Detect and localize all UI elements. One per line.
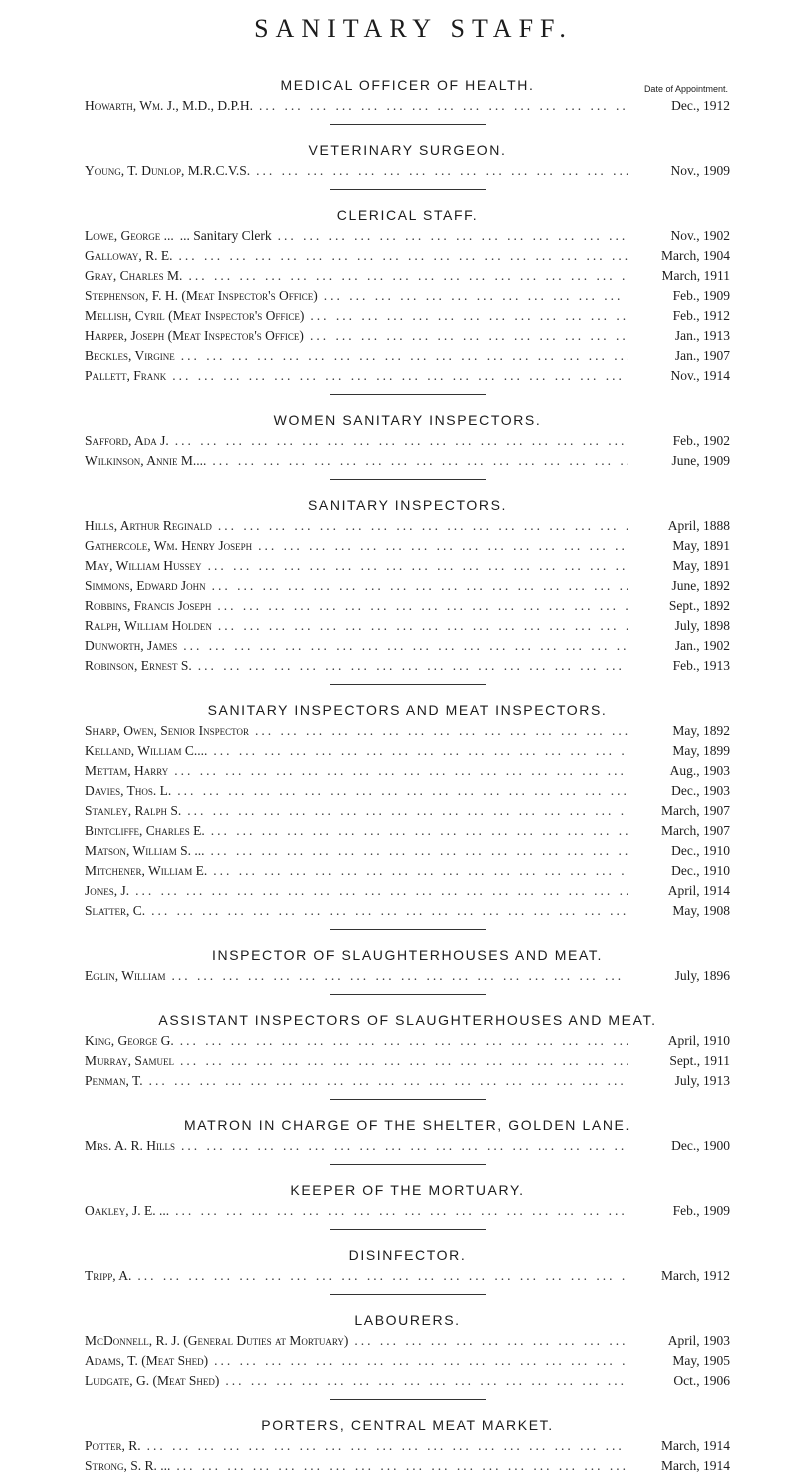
section-divider	[330, 1164, 486, 1165]
appointment-date: Dec., 1903	[671, 783, 730, 798]
section-divider	[330, 1294, 486, 1295]
staff-name: Slatter, C.	[85, 903, 146, 918]
staff-name: King, George G.	[85, 1033, 174, 1048]
dot-leader	[218, 616, 628, 636]
appointment-date: March, 1912	[661, 1268, 730, 1283]
staff-name: Kelland, William C....	[85, 743, 208, 758]
section-divider	[330, 1099, 486, 1100]
dot-leader	[256, 161, 628, 181]
staff-section	[85, 139, 730, 190]
appointment-date: Feb., 1913	[672, 658, 730, 673]
dot-leader	[255, 721, 628, 741]
staff-section	[85, 944, 730, 995]
staff-section	[85, 409, 730, 480]
dot-leader	[181, 1136, 628, 1156]
section-divider	[330, 684, 486, 685]
appointment-date: Dec., 1910	[671, 843, 730, 858]
staff-entry	[85, 516, 730, 536]
staff-entry	[85, 881, 730, 901]
staff-name: Jones, J.	[85, 883, 130, 898]
staff-name: Mellish, Cyril (Meat Inspector's Office)	[85, 308, 305, 323]
appointment-date: March, 1907	[661, 803, 730, 818]
appointment-date: April, 1903	[667, 1333, 730, 1348]
staff-section	[85, 1414, 730, 1476]
section-heading: MATRON IN CHARGE OF THE SHELTER, GOLDEN LANE.	[184, 1117, 631, 1133]
section-divider	[330, 1399, 486, 1400]
dot-leader	[149, 1071, 628, 1091]
staff-role: ... Sanitary Clerk	[179, 228, 272, 243]
staff-name: Murray, Samuel	[85, 1053, 174, 1068]
appointment-date: May, 1891	[672, 558, 730, 573]
staff-name: Mitchener, William E.	[85, 863, 208, 878]
staff-name: Stephenson, F. H. (Meat Inspector's Office)	[85, 288, 318, 303]
dot-leader	[180, 1051, 628, 1071]
staff-section	[85, 1009, 730, 1100]
staff-entry	[85, 161, 730, 181]
section-divider	[330, 479, 486, 480]
section-heading: ASSISTANT INSPECTORS OF SLAUGHTERHOUSES AND MEAT.	[158, 1012, 657, 1028]
staff-name: Potter, R.	[85, 1438, 141, 1453]
section-divider	[330, 394, 486, 395]
staff-entry	[85, 556, 730, 576]
staff-entry	[85, 1436, 730, 1456]
appointment-date: Dec., 1910	[671, 863, 730, 878]
staff-name: Dunworth, James	[85, 638, 178, 653]
staff-name: Tripp, A.	[85, 1268, 132, 1283]
dot-leader	[135, 881, 628, 901]
staff-section	[85, 1244, 730, 1295]
staff-name: Safford, Ada J.	[85, 433, 169, 448]
appointment-date: Dec., 1912	[671, 98, 730, 113]
dot-leader	[147, 1436, 628, 1456]
section-heading: PORTERS, CENTRAL MEAT MARKET.	[261, 1417, 554, 1433]
dot-leader	[217, 596, 628, 616]
dot-leader	[188, 266, 628, 286]
staff-entry	[85, 616, 730, 636]
appointment-date: Nov., 1902	[670, 228, 730, 243]
appointment-date: Aug., 1903	[669, 763, 730, 778]
staff-name: Mrs. A. R. Hills	[85, 1138, 176, 1153]
appointment-date: Feb., 1909	[672, 288, 730, 303]
staff-name: Davies, Thos. L.	[85, 783, 172, 798]
staff-name: Pallett, Frank	[85, 368, 167, 383]
staff-entry	[85, 861, 730, 881]
appointment-date: April, 1914	[667, 883, 730, 898]
appointment-date: March, 1914	[661, 1458, 730, 1473]
staff-name: Robinson, Ernest S.	[85, 658, 192, 673]
staff-name: Beckles, Virgine	[85, 348, 175, 363]
staff-entry	[85, 451, 730, 471]
appointment-date: July, 1896	[674, 968, 730, 983]
staff-entry	[85, 901, 730, 921]
dot-leader	[225, 1371, 628, 1391]
staff-name: Penman, T.	[85, 1073, 143, 1088]
staff-section	[85, 1114, 730, 1165]
appointment-date: Oct., 1906	[673, 1373, 730, 1388]
staff-section	[85, 204, 730, 395]
section-divider	[330, 1229, 486, 1230]
appointment-date: Feb., 1909	[672, 1203, 730, 1218]
appointment-date: Feb., 1902	[672, 433, 730, 448]
appointment-date: March, 1907	[661, 823, 730, 838]
appointment-date: June, 1909	[671, 453, 730, 468]
appointment-date: Feb., 1912	[672, 308, 730, 323]
section-divider	[330, 929, 486, 930]
dot-leader	[213, 741, 628, 761]
staff-list	[85, 74, 730, 1476]
dot-leader	[218, 516, 628, 536]
staff-name: Gathercole, Wm. Henry Joseph	[85, 538, 253, 553]
staff-section	[85, 74, 730, 125]
staff-name: McDonnell, R. J. (General Duties at Mortuary)	[85, 1333, 349, 1348]
staff-entry	[85, 246, 730, 266]
staff-entry	[85, 536, 730, 556]
staff-entry	[85, 266, 730, 286]
staff-entry	[85, 96, 730, 116]
page-title: SANITARY STAFF.	[254, 14, 573, 43]
appointment-date: Sept., 1892	[668, 598, 730, 613]
dot-leader	[179, 246, 628, 266]
dot-leader	[354, 1331, 628, 1351]
appointment-date: April, 1888	[667, 518, 730, 533]
section-heading: DISINFECTOR.	[348, 1247, 467, 1263]
dot-leader	[137, 1266, 628, 1286]
appointment-date: April, 1910	[667, 1033, 730, 1048]
section-divider	[330, 994, 486, 995]
dot-leader	[176, 1456, 628, 1476]
dot-leader	[278, 226, 628, 246]
dot-leader	[151, 901, 628, 921]
staff-entry	[85, 1071, 730, 1091]
section-heading: CLERICAL STAFF.	[336, 207, 479, 223]
staff-entry	[85, 821, 730, 841]
staff-entry	[85, 366, 730, 386]
section-heading: MEDICAL OFFICER OF HEALTH.	[280, 77, 535, 93]
section-heading: KEEPER OF THE MORTUARY.	[290, 1182, 525, 1198]
section-heading: SANITARY INSPECTORS AND MEAT INSPECTORS.	[207, 702, 608, 718]
staff-entry	[85, 1136, 730, 1156]
appointment-date: May, 1891	[672, 538, 730, 553]
staff-name: Galloway, R. E.	[85, 248, 173, 263]
appointment-date: Jan., 1913	[674, 328, 730, 343]
staff-name: Matson, William S. ...	[85, 843, 205, 858]
staff-name: May, William Hussey	[85, 558, 202, 573]
staff-name: Ludgate, G. (Meat Shed)	[85, 1373, 220, 1388]
staff-entry	[85, 741, 730, 761]
staff-name: Lowe, George ...	[85, 228, 174, 243]
staff-entry	[85, 841, 730, 861]
dot-leader	[310, 326, 628, 346]
section-divider	[330, 189, 486, 190]
dot-leader	[174, 761, 628, 781]
dot-leader	[258, 536, 628, 556]
appointment-date: May, 1908	[672, 903, 730, 918]
staff-entry	[85, 656, 730, 676]
dot-leader	[213, 861, 628, 881]
staff-name: Bintcliffe, Charles E.	[85, 823, 205, 838]
appointment-date: March, 1914	[661, 1438, 730, 1453]
section-heading: LABOURERS.	[354, 1312, 461, 1328]
staff-section	[85, 1309, 730, 1400]
section-heading: VETERINARY SURGEON.	[308, 142, 507, 158]
appointment-date: Jan., 1907	[674, 348, 730, 363]
dot-leader	[259, 96, 628, 116]
staff-entry	[85, 306, 730, 326]
staff-name: Gray, Charles M.	[85, 268, 183, 283]
appointment-date: May, 1905	[672, 1353, 730, 1368]
dot-leader	[211, 821, 628, 841]
dot-leader	[175, 431, 628, 451]
staff-section	[85, 1179, 730, 1230]
dot-leader	[181, 346, 628, 366]
staff-name: Young, T. Dunlop, M.R.C.V.S.	[85, 163, 251, 178]
section-heading: SANITARY INSPECTORS.	[307, 497, 507, 513]
dot-leader	[310, 306, 628, 326]
appointment-date: May, 1892	[672, 723, 730, 738]
dot-leader	[177, 781, 628, 801]
staff-entry	[85, 286, 730, 306]
staff-name: Adams, T. (Meat Shed)	[85, 1353, 209, 1368]
dot-leader	[198, 656, 628, 676]
dot-leader	[214, 1351, 628, 1371]
section-heading: WOMEN SANITARY INSPECTORS.	[273, 412, 542, 428]
dot-leader	[187, 801, 628, 821]
dot-leader	[208, 556, 628, 576]
appointment-date: Sept., 1911	[669, 1053, 730, 1068]
dot-leader	[212, 451, 628, 471]
staff-name: Wilkinson, Annie M....	[85, 453, 207, 468]
dot-leader	[172, 366, 628, 386]
staff-name: Sharp, Owen, Senior Inspector	[85, 723, 249, 738]
section-divider	[330, 124, 486, 125]
section-heading: INSPECTOR OF SLAUGHTERHOUSES AND MEAT.	[212, 947, 603, 963]
staff-name: Stanley, Ralph S.	[85, 803, 182, 818]
staff-entry	[85, 1456, 730, 1476]
appointment-date: March, 1911	[661, 268, 730, 283]
staff-entry	[85, 1201, 730, 1221]
appointment-date: July, 1898	[674, 618, 730, 633]
staff-entry	[85, 1266, 730, 1286]
staff-name: Robbins, Francis Joseph	[85, 598, 212, 613]
staff-entry	[85, 966, 730, 986]
staff-name: Harper, Joseph (Meat Inspector's Office)	[85, 328, 304, 343]
dot-leader	[175, 1201, 628, 1221]
staff-entry	[85, 1031, 730, 1051]
date-column-header: Date of Appointment.	[643, 84, 728, 94]
staff-name: Simmons, Edward John	[85, 578, 206, 593]
appointment-date: March, 1904	[661, 248, 730, 263]
staff-entry	[85, 346, 730, 366]
dot-leader	[324, 286, 628, 306]
staff-entry	[85, 636, 730, 656]
staff-entry	[85, 1331, 730, 1351]
staff-name: Hills, Arthur Reginald	[85, 518, 212, 533]
staff-name: Eglin, William	[85, 968, 166, 983]
appointment-date: Dec., 1900	[671, 1138, 730, 1153]
staff-entry	[85, 761, 730, 781]
staff-name: Mettam, Harry	[85, 763, 169, 778]
staff-name: Ralph, William Holden	[85, 618, 212, 633]
staff-entry	[85, 431, 730, 451]
staff-entry	[85, 326, 730, 346]
staff-entry	[85, 1051, 730, 1071]
dot-leader	[211, 841, 628, 861]
staff-name: Oakley, J. E. ...	[85, 1203, 170, 1218]
appointment-date: Nov., 1914	[670, 368, 730, 383]
staff-name: Strong, S. R. ...	[85, 1458, 171, 1473]
dot-leader	[171, 966, 628, 986]
staff-section	[85, 494, 730, 685]
staff-section	[85, 699, 730, 930]
staff-entry	[85, 1371, 730, 1391]
staff-name: Howarth, Wm. J., M.D., D.P.H.	[85, 98, 253, 113]
staff-entry	[85, 576, 730, 596]
appointment-date: June, 1892	[671, 578, 730, 593]
dot-leader	[180, 1031, 628, 1051]
appointment-date: Nov., 1909	[670, 163, 730, 178]
staff-entry	[85, 781, 730, 801]
staff-entry	[85, 721, 730, 741]
staff-entry	[85, 801, 730, 821]
staff-entry	[85, 1351, 730, 1371]
appointment-date: May, 1899	[672, 743, 730, 758]
appointment-date: Jan., 1902	[674, 638, 730, 653]
dot-leader	[183, 636, 628, 656]
dot-leader	[212, 576, 628, 596]
staff-entry	[85, 226, 730, 246]
appointment-date: July, 1913	[674, 1073, 730, 1088]
staff-entry	[85, 596, 730, 616]
